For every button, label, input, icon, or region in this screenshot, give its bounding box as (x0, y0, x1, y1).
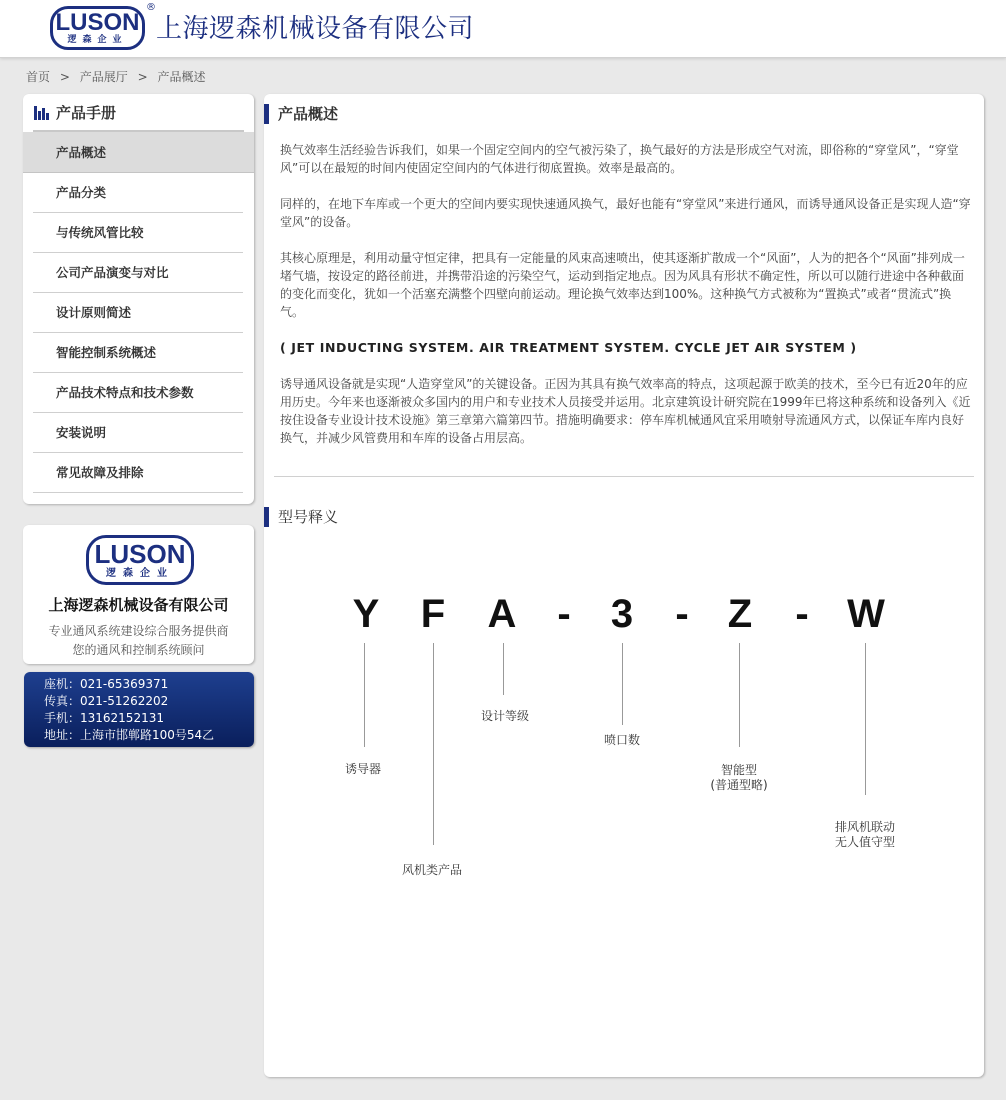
sidebar-item-design-principles[interactable]: 设计原则简述 (33, 293, 243, 333)
luson-logo[interactable] (50, 6, 145, 50)
company-title: 上海逻森机械设备有限公司 (156, 14, 475, 44)
paragraph-3: 其核心原理是，利用动量守恒定律，把具有一定能量的风束高速喷出，使其逐渐扩散成一个“风面”，人为的把各个“风面”排列成一堵气墙，按设定的路径前进，并携带沿途的污染空气，运动到指定地点。因为风具有形状不确定性，所以可以随行进途中各种截面的变化而变化，犹如一个活塞充满整个四壁向前运动。理论换气效率达到100%。这种换气方式被称为“置换式”或者“贯流式”换气。 (280, 251, 965, 319)
sidebar-item-troubleshooting[interactable]: 常见故障及排除 (33, 453, 243, 493)
system-names: ( JET INDUCTING SYSTEM. AIR TREATMENT SYSTEM. CYCLE JET AIR SYSTEM ) (280, 340, 857, 355)
mobile-text: 手机：13162152131 (44, 711, 164, 725)
paragraph-1: 换气效率生活经验告诉我们，如果一个固定空间内的空气被污染了，换气最好的方法是形成空气对流，即俗称的“穿堂风”，“穿堂风”可以在最短的时间内使固定空间内的气体进行彻底置换。效率是最高的。 (280, 143, 959, 175)
paragraph-2: 同样的，在地下车库或一个更大的空间内要实现快速通风换气，最好也能有“穿堂风”来进行通风，而诱导通风设备正是实现人造“穿堂风”的设备。 (280, 197, 971, 229)
model-char-a: A (487, 592, 517, 636)
label-design-grade: 设计等级 (480, 709, 529, 723)
label-normal-type-note: (普通型略) (710, 778, 768, 792)
leader-line-z (739, 643, 740, 747)
sidebar-item-tech-specs[interactable]: 产品技术特点和技术参数 (33, 373, 243, 413)
sidebar-item-smart-control[interactable]: 智能控制系统概述 (33, 333, 243, 373)
address-text: 地址：上海市邯郸路100号54乙 (44, 728, 215, 742)
logo-wordmark: LUSON (55, 9, 140, 36)
paragraph-4: 诱导通风设备就是实现“人造穿堂风”的关键设备。正因为其具有换气效率高的特点，这项起源于欧美的技术，至今已有近20年的应用历史。今年来也逐渐被众多国内的用户和专业技术人员接受并运用。北京建筑设计研究院在1999年已将这种系统和设备列入《近按住设备专业设计技术设施》第三章第六篇第四节。措施明确要求：停车库机械通风宜采用喷射导流通风方式，以保证车库内良好换气，并减少风管费用和车库的设备占用层高。 (280, 377, 971, 445)
model-code-diagram (264, 94, 984, 1077)
sidebar-item-duct-comparison[interactable]: 与传统风管比较 (33, 213, 243, 253)
breadcrumb-current: 产品概述 (157, 70, 206, 84)
sidebar-item-product-evolution[interactable]: 公司产品演变与对比 (33, 253, 243, 293)
registered-mark: ® (146, 2, 156, 13)
breadcrumb-separator: > (137, 70, 148, 84)
luson-logo (86, 535, 194, 585)
fax-text: 传真：021-51262202 (44, 694, 169, 708)
leader-line-y (364, 643, 365, 747)
label-nozzle-count: 喷口数 (603, 733, 640, 747)
sidebar-title: 产品手册 (56, 104, 117, 122)
phone-text: 座机：021-65369371 (44, 677, 169, 691)
model-char-dash: - (557, 592, 571, 636)
sidebar-item-product-overview[interactable]: 产品概述 (23, 132, 254, 173)
sidebar-header (33, 94, 244, 132)
leader-line-w (865, 643, 866, 795)
label-smart-type: 智能型 (720, 763, 757, 777)
label-fan-product: 风机类产品 (401, 863, 462, 877)
model-char-w: W (847, 592, 885, 636)
model-char-y: Y (352, 592, 380, 636)
label-exhaust-linkage: 排风机联动 (834, 820, 895, 834)
company-slogan-2: 您的通风和控制系统顾问 (72, 643, 205, 657)
main-content (264, 94, 984, 1077)
leader-line-a (503, 643, 504, 695)
bar-chart-icon (34, 106, 50, 120)
logo-subtitle: 逻森企业 (106, 568, 174, 579)
site-header (0, 0, 1006, 58)
breadcrumb-separator: > (59, 70, 70, 84)
model-char-f: F (420, 592, 446, 636)
company-slogan-1: 专业通风系统建设综合服务提供商 (48, 624, 229, 638)
label-inducer: 诱导器 (344, 762, 381, 776)
company-card (23, 525, 254, 664)
model-char-z: Z (727, 592, 753, 636)
product-manual-sidebar (23, 94, 254, 504)
leader-line-3 (622, 643, 623, 725)
leader-line-f (433, 643, 434, 845)
logo-subtitle: 逻森企业 (67, 35, 128, 45)
breadcrumb (26, 68, 211, 86)
model-char-dash: - (675, 592, 689, 636)
label-unattended-type: 无人值守型 (834, 835, 895, 849)
model-char-3: 3 (610, 592, 634, 636)
company-name: 上海逻森机械设备有限公司 (48, 596, 229, 614)
breadcrumb-home-link[interactable]: 首页 (26, 70, 51, 84)
model-section-title: 型号释义 (278, 508, 339, 526)
logo-wordmark: LUSON (94, 539, 186, 569)
sidebar-item-installation[interactable]: 安装说明 (33, 413, 243, 453)
contact-info-box (24, 672, 254, 747)
sidebar-item-product-categories[interactable]: 产品分类 (33, 173, 243, 213)
sidebar-menu (23, 132, 254, 493)
page-title: 产品概述 (278, 105, 339, 123)
breadcrumb-products-link[interactable]: 产品展厅 (79, 70, 128, 84)
model-char-dash: - (795, 592, 809, 636)
